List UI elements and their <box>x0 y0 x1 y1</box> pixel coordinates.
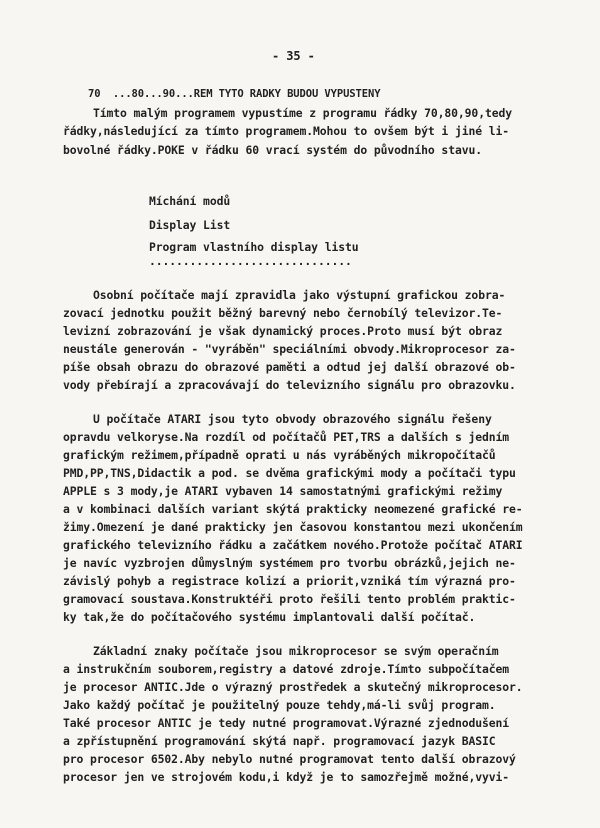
text-line: Osobní počítače mají zpravidla jako výstupní grafickou zobra- <box>93 288 506 302</box>
text-line: opravdu velkoryse.Na rozdíl od počítačů PET,TRS a dalších s jedním <box>63 430 510 444</box>
heading-line: Míchání modů <box>149 194 231 208</box>
heading-line: Program vlastního display listu <box>149 240 359 254</box>
text-line: PMD,PP,TNS,Didactik a pod. se dvěma grafickými mody a počítači typu <box>63 466 516 480</box>
text-line: vody přebírají a zpracovávají do televizního signálu pro obrazovku. <box>63 378 516 392</box>
rem-line: 70 ...80...90...REM TYTO RADKY BUDOU VYPUSTENY <box>88 88 381 100</box>
text-line: grafického televizního řádku a začátkem nového.Protože počítač ATARI <box>63 538 523 552</box>
text-line: a instrukčním souborem,registry a datové zdroje.Tímto subpočítačem <box>63 662 510 676</box>
page-number: - 35 - <box>272 49 315 63</box>
text-line: neustále generován - "vyráběn" speciálními obvody.Mikroprocesor za- <box>63 342 516 356</box>
text-line: a zpřístupnění programování skýtá např. programovací jazyk BASIC <box>63 734 496 748</box>
text-line: píše obsah obrazu do obrazové paměti a odtud jej další obrazové ob- <box>63 360 516 374</box>
text-line: a v kombinaci dalších variant skýtá prakticky neomezené grafické re- <box>63 502 523 516</box>
text-line: Jako každý počítač je použitelný pouze tehdy,má-li svůj program. <box>63 698 496 712</box>
text-line: žimy.Omezení je dané prakticky jen časovou konstantou mezi ukončením <box>63 520 523 534</box>
text-line: Tímto malým programem vypustíme z programu řádky 70,80,90,tedy <box>93 106 512 120</box>
text-line: řádky,následující za tímto programem.Mohou to ovšem být i jiné li- <box>63 124 510 138</box>
text-line: Základní znaky počítače jsou mikroprocesor se svým operačním <box>93 644 499 658</box>
text-line: je navíc vyzbrojen důmyslným systémem pro tvorbu obrázků,jejich ne- <box>63 556 516 570</box>
text-line: grafickým režimem,případně oprati u nás vyráběných mikropočítačů <box>63 448 496 462</box>
text-line: Také procesor ANTIC je tedy nutné programovat.Výrazné zjednodušení <box>63 716 510 730</box>
text-line: ky tak,že do počítačového systému implantovali další počítač. <box>63 610 476 624</box>
text-line: gramovací soustava.Konstruktéři proto řešili tento problém praktic- <box>63 592 516 606</box>
text-line: U počítače ATARI jsou tyto obvody obrazového signálu řešeny <box>93 412 492 426</box>
text-line: APPLE s 3 mody,je ATARI vybaven 14 samostatnými grafickými režimy <box>63 484 503 498</box>
text-line: procesor jen ve strojovém kodu,i když je to samozřejmě možné,vyvi- <box>63 770 510 784</box>
heading-line: Display List <box>149 218 231 232</box>
text-line: bovolné řádky.POKE v řádku 60 vrací systém do původního stavu. <box>63 143 482 157</box>
text-line: pro procesor 6502.Aby nebylo nutné programovat tento další obrazový <box>63 752 516 766</box>
text-line: zovací jednotku použit běžný barevný nebo černobílý televizor.Te- <box>63 306 503 320</box>
heading-underline: .............................. <box>149 254 352 268</box>
text-line: levizní zobrazování je však dynamický proces.Proto musí být obraz <box>63 324 503 338</box>
text-line: je procesor ANTIC.Jde o výrazný prostředek a skutečný mikroprocesor. <box>63 680 523 694</box>
text-line: závislý pohyb a registrace kolizí a priorit,vzniká tím výrazná pro- <box>63 574 516 588</box>
